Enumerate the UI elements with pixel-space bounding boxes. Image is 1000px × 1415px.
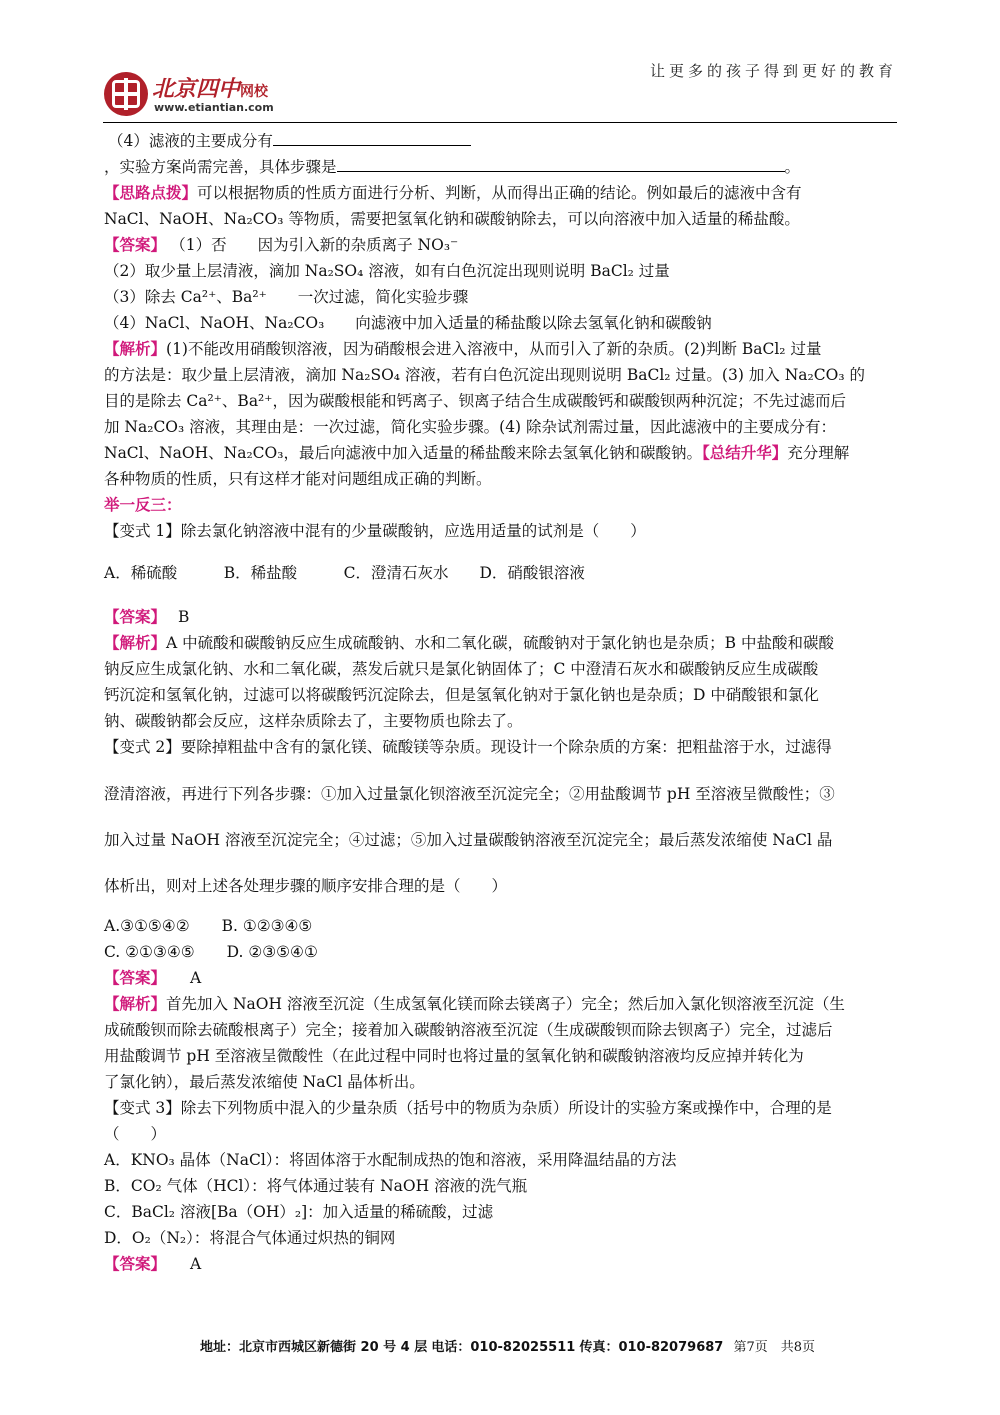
page-footer [200, 1336, 815, 1355]
bs2-options-row-1: A.③①⑤④② B. ①②③④⑤ [104, 917, 313, 935]
bs3-stem-2: （ ） [104, 1125, 167, 1143]
silu-line-2: NaCl、NaOH、Na₂CO₃ 等物质，需要把氢氧化钠和碳酸钠除去，可以向溶液中加入适量的稀盐酸。 [104, 210, 800, 228]
bs2-jiexi-1: 【解析】首先加入 NaOH 溶液至沉淀（生成氢氧化镁而除去镁离子）完全；然后加入氯化钡溶液至沉淀（生 [104, 994, 845, 1013]
bs2-answer: 【答案】 A [104, 968, 202, 987]
jiexi-line-6: 各种物质的性质，只有这样才能对问题组成正确的判断。 [104, 470, 492, 488]
jiexi-line-5: NaCl、NaOH、Na₂CO₃，最后向滤液中加入适量的稀盐酸来除去氢氧化钠和碳酸钠。【总结升华】充分理解 [104, 443, 850, 462]
bs2-jiexi-2: 成硫酸钡而除去硫酸根离子）完全；接着加入碳酸钠溶液至沉淀（生成碳酸钡而除去钡离子）完全，过滤后 [104, 1021, 833, 1039]
q4-line: （4）滤液的主要成分有 [108, 130, 471, 152]
footer-phone: 电话：010-82025511 [431, 1340, 576, 1355]
jiexi-line-4: 加 Na₂CO₃ 溶液，其理由是：一次过滤，简化实验步骤。(4) 除杂试剂需过量，因此滤液中的主要成分有： [104, 418, 837, 436]
header-divider [103, 122, 897, 123]
bs3-option-a: A．KNO₃ 晶体（NaCl）：将固体溶于水配制成热的饱和溶液，采用降温结晶的方法 [104, 1151, 677, 1169]
jiexi-line-1: 【解析】(1)不能改用硝酸钡溶液，因为硝酸根会进入溶液中，从而引入了新的杂质。(2)判断 BaCl₂ 过量 [104, 339, 822, 358]
bs3-option-c: C．BaCl₂ 溶液[Ba（OH）₂]：加入适量的稀硫酸，过滤 [104, 1203, 494, 1221]
q4-line-2: ，实验方案尚需完善，具体步骤是 。 [104, 158, 801, 176]
bs1-jiexi-1: 【解析】A 中硫酸和碳酸钠反应生成硫酸钠、水和二氧化碳，硫酸钠对于氯化钠也是杂质；B 中盐酸和碳酸 [104, 633, 834, 652]
bs3-stem-1: 【变式 3】除去下列物质中混入的少量杂质（括号中的物质为杂质）所设计的实验方案或操作中，合理的是 [104, 1099, 832, 1117]
bs2-stem-2: 澄清溶液，再进行下列各步骤：①加入过量氯化钡溶液至沉淀完全；②用盐酸调节 pH 至溶液呈微酸性；③ [104, 785, 835, 803]
bs1-jiexi-3: 钙沉淀和氢氧化钠，过滤可以将碳酸钙沉淀除去，但是氢氧化钠对于氯化钠也是杂质；D 中硝酸银和氯化 [104, 686, 819, 704]
bs2-jiexi-4: 了氯化钠），最后蒸发浓缩使 NaCl 晶体析出。 [104, 1073, 425, 1091]
bs3-answer: 【答案】 A [104, 1254, 202, 1273]
answer-line-1: 【答案】 （1）否 因为引入新的杂质离子 NO₃⁻ [104, 235, 459, 254]
juyi-heading: 举一反三： [104, 495, 182, 514]
footer-page-number: 第7页 共8页 [733, 1340, 816, 1355]
bs2-stem-3: 加入过量 NaOH 溶液至沉淀完全；④过滤；⑤加入过量碳酸钠溶液至沉淀完全；最后蒸发浓缩使 NaCl 晶 [104, 831, 833, 849]
jiexi-line-2: 的方法是：取少量上层清液，滴加 Na₂SO₄ 溶液，若有白色沉淀出现则说明 BaCl₂ 过量。(3) 加入 Na₂CO₃ 的 [104, 366, 865, 384]
bs1-options: A．稀硫酸 B．稀盐酸 C．澄清石灰水 D．硝酸银溶液 [104, 564, 585, 582]
answer-line-4: （4）NaCl、NaOH、Na₂CO₃ 向滤液中加入适量的稀盐酸以除去氢氧化钠和碳酸钠 [104, 314, 712, 332]
bs2-stem-4: 体析出，则对上述各处理步骤的顺序安排合理的是（ ） [104, 877, 508, 895]
logo-url: www.etiantian.com [154, 101, 274, 114]
silu-line-1: 【思路点拨】可以根据物质的性质方面进行分析、判断，从而得出正确的结论。例如最后的滤液中含有 [104, 183, 802, 202]
bs2-jiexi-3: 用盐酸调节 pH 至溶液呈微酸性（在此过程中同时也将过量的氢氧化钠和碳酸钠溶液均反应掉并转化为 [104, 1047, 804, 1065]
answer-line-2: （2）取少量上层清液，滴加 Na₂SO₄ 溶液，如有白色沉淀出现则说明 BaCl₂ 过量 [104, 262, 670, 280]
footer-address: 地址：北京市西城区新德街 20 号 4 层 [200, 1340, 428, 1355]
school-logo [104, 70, 304, 120]
answer-line-3: （3）除去 Ca²⁺、Ba²⁺ 一次过滤，简化实验步骤 [104, 288, 469, 306]
bs2-options-row-2: C. ②①③④⑤ D. ②③⑤④① [104, 943, 318, 961]
footer-fax: 传真：010-82079687 [579, 1340, 724, 1355]
bs3-option-b: B．CO₂ 气体（HCl）：将气体通过装有 NaOH 溶液的洗气瓶 [104, 1177, 528, 1195]
bs1-jiexi-2: 钠反应生成氯化钠、水和二氧化碳，蒸发后就只是氯化钠固体了；C 中澄清石灰水和碳酸钠反应生成碳酸 [104, 660, 819, 678]
logo-emblem-icon [104, 72, 148, 116]
bs1-jiexi-4: 钠、碳酸钠都会反应，这样杂质除去了，主要物质也除去了。 [104, 712, 523, 730]
bs1-stem: 【变式 1】除去氯化钠溶液中混有的少量碳酸钠，应选用适量的试剂是（ ） [104, 522, 646, 540]
bs1-answer: 【答案】 B [104, 607, 190, 626]
bs2-stem-1: 【变式 2】要除掉粗盐中含有的氯化镁、硫酸镁等杂质。现设计一个除杂质的方案：把粗盐溶于水，过滤得 [104, 738, 832, 756]
bs3-option-d: D．O₂（N₂）：将混合气体通过炽热的铜网 [104, 1229, 396, 1247]
jiexi-line-3: 目的是除去 Ca²⁺、Ba²⁺，因为碳酸根能和钙离子、钡离子结合生成碳酸钙和碳酸钡两种沉淀；不先过滤而后 [104, 392, 846, 410]
header-slogan: 让更多的孩子得到更好的教育 [649, 62, 897, 80]
logo-name: 北京四中网校 [152, 76, 269, 102]
